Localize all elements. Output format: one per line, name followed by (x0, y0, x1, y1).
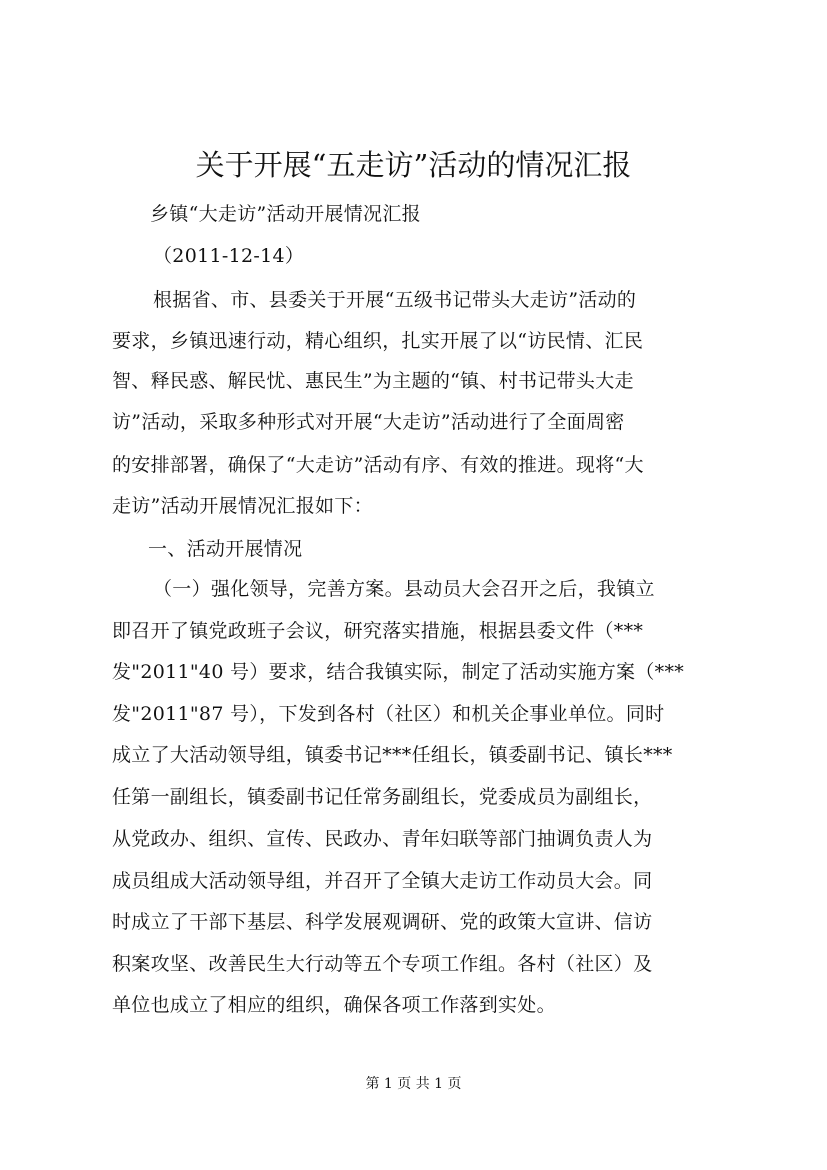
section-heading: 一、活动开展情况 (148, 538, 303, 560)
paragraph-2-line: 积案攻坚、改善民生大行动等五个专项工作组。各村（社区）及 (112, 953, 653, 975)
paragraph-2-line: 成立了大活动领导组，镇委书记***任组长，镇委副书记、镇长*** (112, 744, 673, 766)
paragraph-1-line: 智、释民惑、解民忧、惠民生”为主题的“镇、村书记带头大走 (112, 370, 634, 392)
paragraph-2-line: 从党政办、组织、宣传、民政办、青年妇联等部门抽调负责人为 (112, 828, 653, 850)
paragraph-2-line: 成员组成大活动领导组，并召开了全镇大走访工作动员大会。同 (112, 870, 653, 892)
paragraph-1-line: 走访”活动开展情况汇报如下： (112, 495, 373, 517)
paragraph-1-line: 根据省、市、县委关于开展“五级书记带头大走访”活动的 (153, 289, 637, 311)
document-subtitle: 乡镇“大走访”活动开展情况汇报 (150, 203, 421, 225)
paragraph-2-line: （一）强化领导，完善方案。县动员大会召开之后，我镇立 (153, 578, 655, 600)
paragraph-1-line: 要求，乡镇迅速行动，精心组织，扎实开展了以“访民情、汇民 (112, 330, 644, 352)
paragraph-2-line: 发"2011"40 号）要求，结合我镇实际，制定了活动实施方案（*** (112, 661, 685, 683)
paragraph-2-line: 即召开了镇党政班子会议，研究落实措施，根据县委文件（*** (112, 620, 644, 642)
paragraph-2-line: 单位也成立了相应的组织，确保各项工作落到实处。 (112, 994, 556, 1016)
paragraph-1-line: 的安排部署，确保了“大走访”活动有序、有效的推进。现将“大 (112, 454, 644, 476)
paragraph-2-line: 任第一副组长，镇委副书记任常务副组长，党委成员为副组长， (112, 786, 653, 808)
paragraph-1-line: 访”活动，采取多种形式对开展“大走访”活动进行了全面周密 (112, 411, 625, 433)
page-footer: 第 1 页 共 1 页 (365, 1076, 462, 1092)
paragraph-2-line: 发"2011"87 号），下发到各村（社区）和机关企事业单位。同时 (112, 703, 665, 725)
document-date: （2011-12-14） (153, 245, 305, 267)
document-title: 关于开展“五走访”活动的情况汇报 (195, 148, 632, 182)
paragraph-2-line: 时成立了干部下基层、科学发展观调研、党的政策大宣讲、信访 (112, 911, 653, 933)
